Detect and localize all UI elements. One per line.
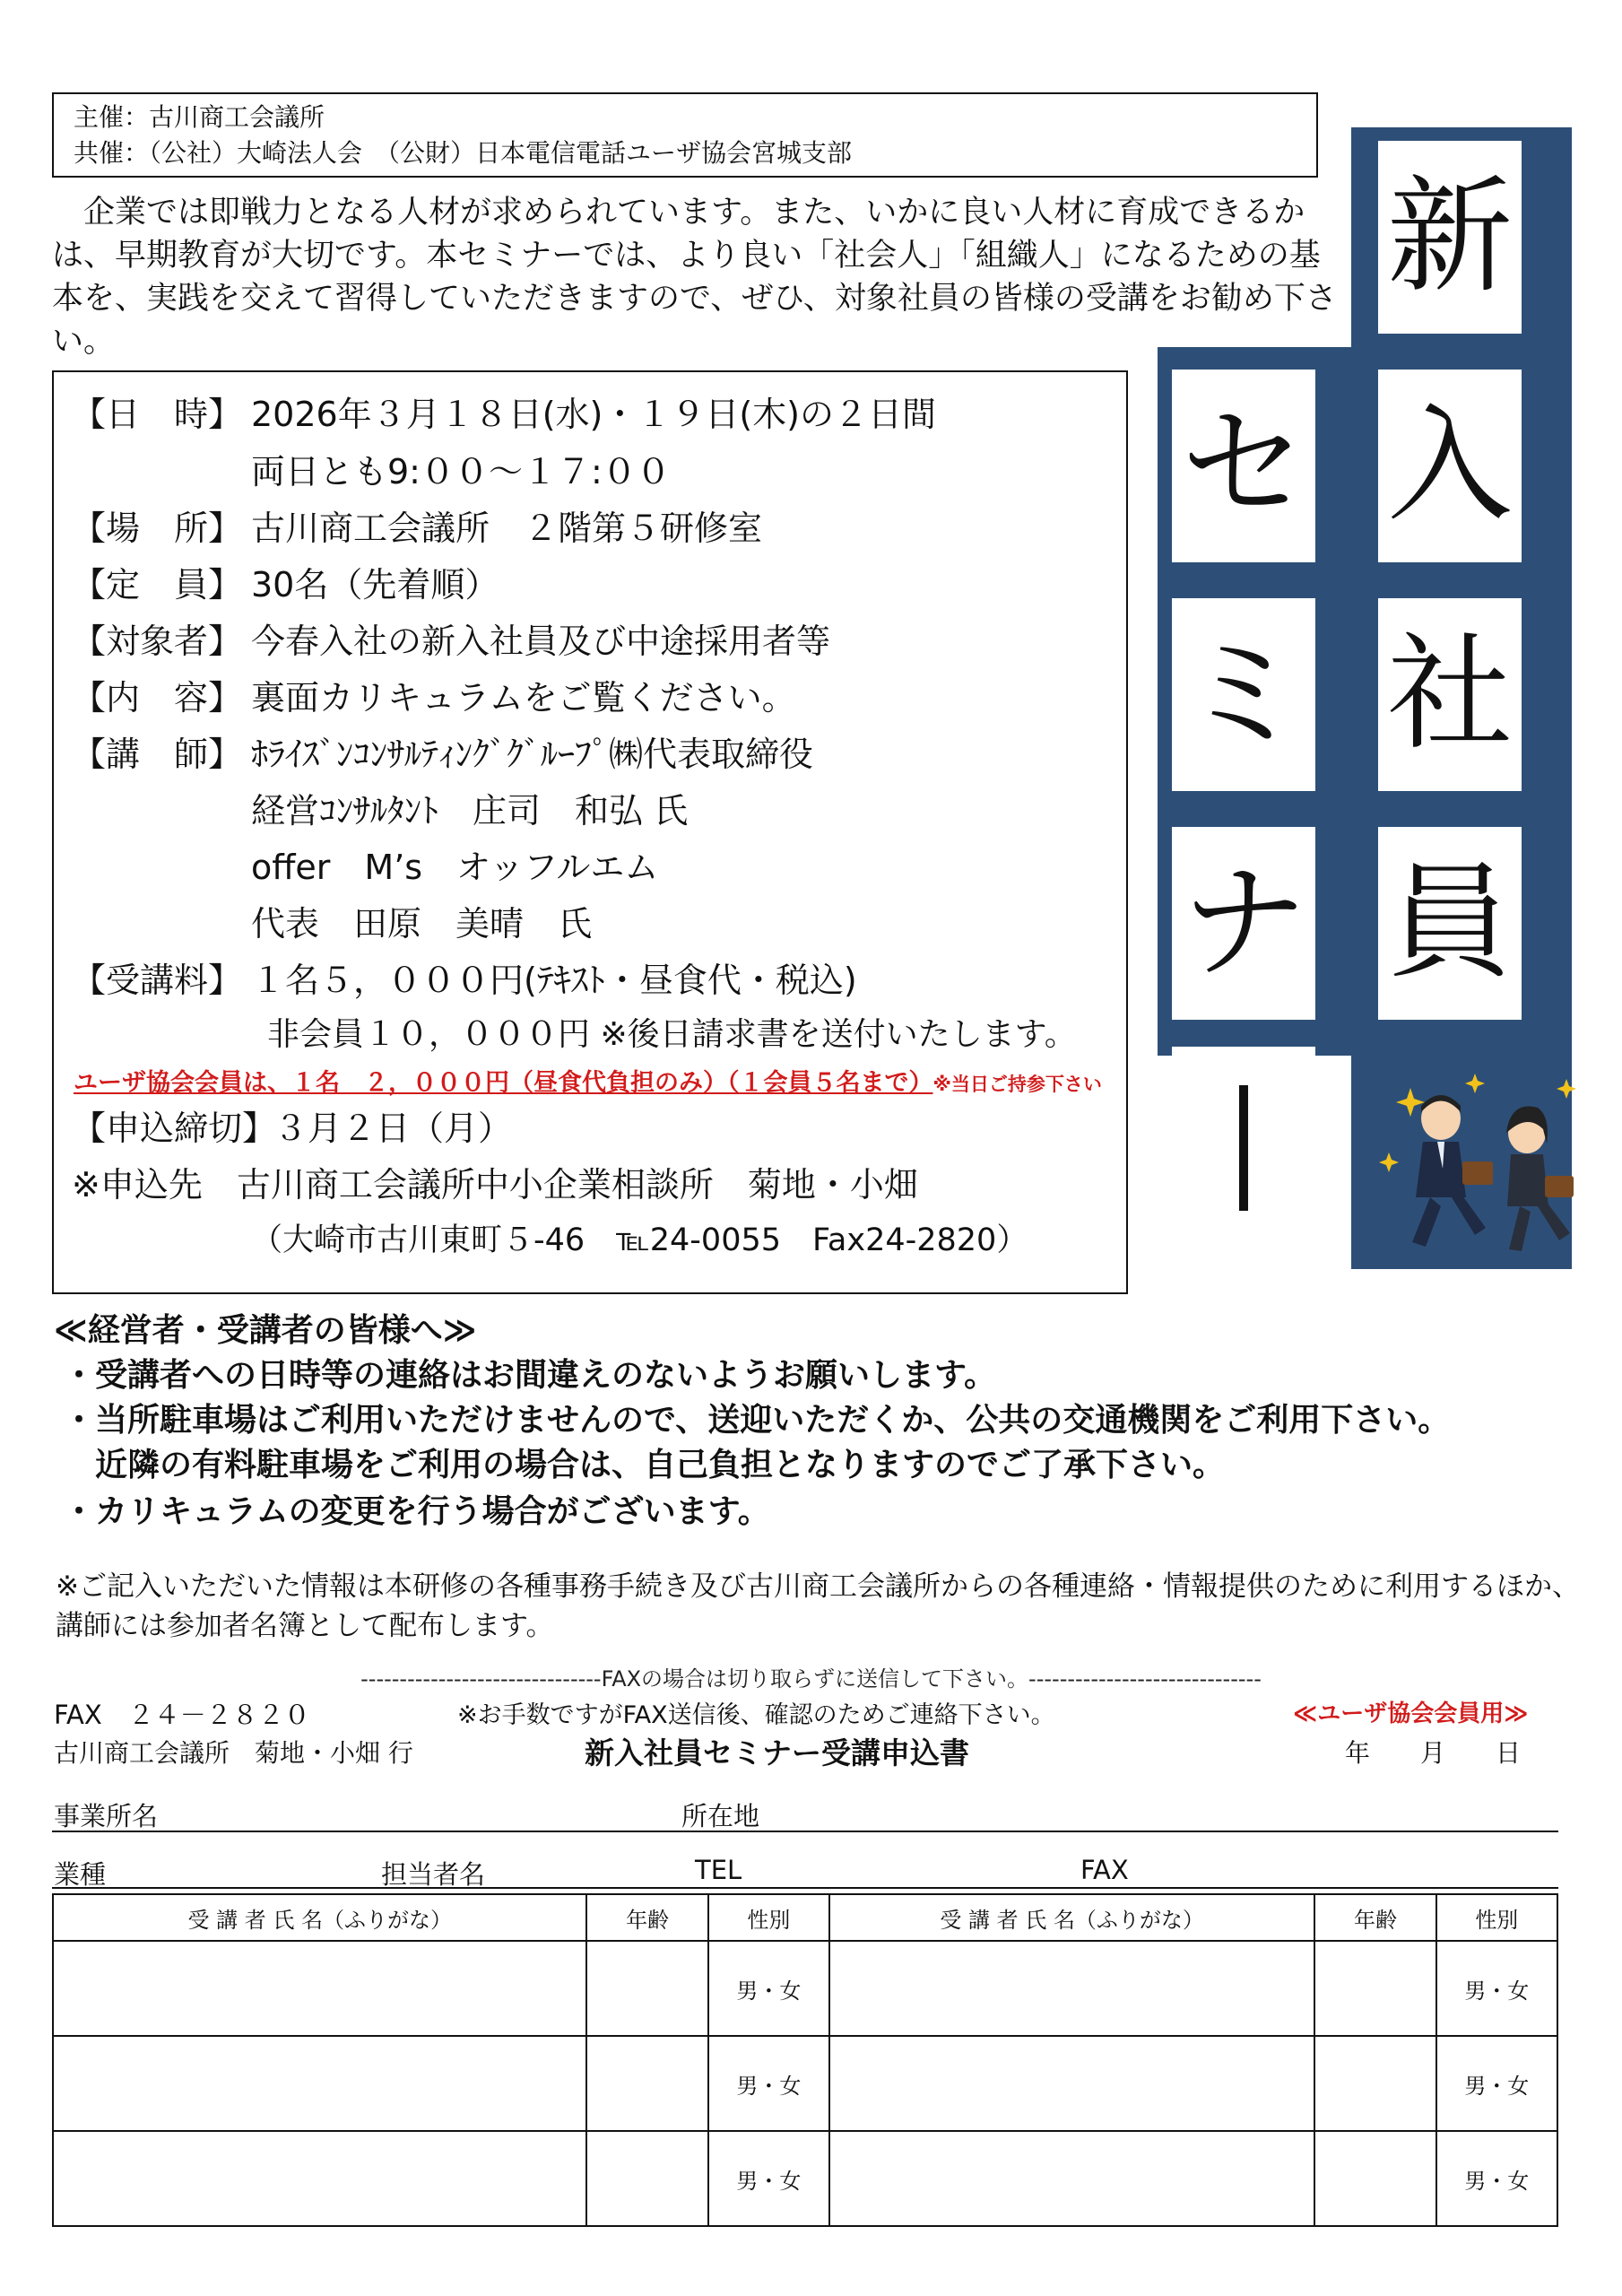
sparkle-icon xyxy=(1379,1074,1576,1172)
content-label: 【内 容】 xyxy=(72,678,243,718)
form-addressee: 古川商工会議所 菊地・小畑 行 xyxy=(54,1738,413,1768)
age-cell[interactable] xyxy=(1314,2131,1436,2226)
details-box xyxy=(52,370,1128,1294)
table-header xyxy=(53,1894,1557,1941)
lecturer-row xyxy=(72,726,813,776)
fee-value: １名５，０００円(ﾃｷｽﾄ・昼食代・税込) xyxy=(251,961,857,1000)
banner-char-na: ナ xyxy=(1172,827,1315,1020)
note-item: 近隣の有料駐車場をご利用の場合は、自己負担となりますのでご了承下さい。 xyxy=(63,1447,1226,1483)
datetime-value: 2026年３月１８日(水)・１９日(木)の２日間 xyxy=(251,395,937,434)
col-name-header: 受 講 者 氏 名（ふりがな） xyxy=(829,1894,1314,1941)
user-member-text: ユーザ協会会員は、１名 ２，０００円（昼食代負担のみ）（１会員５名まで） xyxy=(74,1069,933,1097)
banner-char-bar xyxy=(1172,1047,1315,1248)
table-row xyxy=(53,2131,1557,2226)
table-row xyxy=(53,2036,1557,2131)
fax-label: FAX xyxy=(1080,1855,1129,1885)
location-label: 所在地 xyxy=(681,1801,760,1831)
capacity-value: 30名（先着順） xyxy=(251,565,499,604)
datetime-row xyxy=(72,387,936,436)
note-item: ・カリキュラムの変更を行う場合がございます。 xyxy=(63,1493,770,1530)
form-member-tag: ≪ユーザ協会会員用≫ xyxy=(1293,1700,1529,1727)
notes-title: ≪経営者・受講者の皆様へ≫ xyxy=(54,1312,477,1349)
age-cell[interactable] xyxy=(1314,2036,1436,2131)
lecturer-label: 【講 師】 xyxy=(72,735,243,774)
col-age-header: 年齢 xyxy=(1314,1894,1436,1941)
male-employee xyxy=(1412,1095,1493,1247)
col-name-header: 受 講 者 氏 名（ふりがな） xyxy=(53,1894,586,1941)
name-cell[interactable] xyxy=(829,1941,1314,2036)
form-fax-number: FAX ２４－２８２０ xyxy=(54,1700,310,1730)
age-cell[interactable] xyxy=(1314,1941,1436,2036)
deadline-value: ３月２日（月） xyxy=(273,1109,513,1148)
address: （大崎市古川東町５-46 ℡24-0055 Fax24-2820） xyxy=(251,1222,1028,1258)
registration-table xyxy=(52,1893,1558,2227)
deadline-row xyxy=(72,1100,512,1150)
female-employee xyxy=(1506,1107,1574,1251)
form-fax-note: ※お手数ですがFAX送信後、確認のためご連絡下さい。 xyxy=(457,1701,1055,1729)
lecturer-line-3: offer M’s オッフルエム xyxy=(251,848,659,887)
col-sex-header: 性別 xyxy=(708,1894,829,1941)
office-name-label: 事業所名 xyxy=(54,1801,159,1831)
place-row xyxy=(72,500,762,550)
tel-label: TEL xyxy=(695,1855,742,1885)
lecturer-line-1: ﾎﾗｲｽﾞﾝｺﾝｻﾙﾃｨﾝｸﾞｸﾞﾙｰﾌﾟ㈱代表取締役 xyxy=(251,735,814,774)
banner-char-mi: ミ xyxy=(1172,598,1315,791)
name-cell[interactable] xyxy=(829,2131,1314,2226)
lecturer-line-4: 代表 田原 美晴 氏 xyxy=(251,904,593,944)
content-row xyxy=(72,670,796,719)
banner-char-sha: 社 xyxy=(1378,598,1522,791)
industry-underline xyxy=(52,1887,1558,1889)
note-item: ・当所駐車場はご利用いただけませんので、送迎いただくか、公共の交通機関をご利用下さい。 xyxy=(63,1402,1451,1439)
banner-char-in: 員 xyxy=(1378,827,1522,1020)
place-label: 【場 所】 xyxy=(72,509,243,548)
cohost-text: 共催：（公社）大崎法人会 （公財）日本電信電話ユーザ協会宮城支部 xyxy=(74,138,853,168)
name-cell[interactable] xyxy=(53,2131,586,2226)
banner-char-shin: 新 xyxy=(1378,141,1522,334)
age-cell[interactable] xyxy=(586,2036,707,2131)
host-text: 主催：古川商工会議所 xyxy=(74,102,325,132)
cut-line: -------------------------------FAXの場合は切り取らずに送信して下さい。------------------------------ xyxy=(360,1666,1262,1692)
lecturer-line-2: 経営ｺﾝｻﾙﾀﾝﾄ 庄司 和弘 氏 xyxy=(251,791,689,831)
banner-char-se: セ xyxy=(1172,370,1315,562)
contact-label: 担当者名 xyxy=(381,1859,486,1890)
name-cell[interactable] xyxy=(53,2036,586,2131)
time-value: 両日とも9:００〜１７:００ xyxy=(251,452,671,491)
age-cell[interactable] xyxy=(586,1941,707,2036)
content-value: 裏面カリキュラムをご覧ください。 xyxy=(251,678,796,718)
fee-row xyxy=(72,952,857,1002)
sex-cell[interactable]: 男・女 xyxy=(708,1941,829,2036)
intro-paragraph: 企業では即戦力となる人材が求められています。また、いかに良い人材に育成できるかは、早期教育が大切です。本セミナーでは、より良い「社会人」「組織人」になるための基本を、実践を交えて習得していただきますので、ぜひ、対象社員の皆様の受講をお勧め下さい。 xyxy=(52,195,1337,360)
sex-cell[interactable]: 男・女 xyxy=(1436,1941,1557,2036)
form-title: 新入社員セミナー受講申込書 xyxy=(585,1735,969,1770)
target-row xyxy=(72,613,830,663)
capacity-label: 【定 員】 xyxy=(72,565,243,604)
sex-cell[interactable]: 男・女 xyxy=(708,2036,829,2131)
privacy-notice: ※ご記入いただいた情報は本研修の各種事務手続き及び古川商工会議所からの各種連絡・情報提供のために利用するほか、講師には参加者名簿として配布します。 xyxy=(56,1570,1580,1642)
fee-nonmember: 非会員１０，０００円 ※後日請求書を送付いたします。 xyxy=(267,1016,1077,1053)
target-value: 今春入社の新入社員及び中途採用者等 xyxy=(251,622,831,661)
name-cell[interactable] xyxy=(53,1941,586,2036)
sex-cell[interactable]: 男・女 xyxy=(708,2131,829,2226)
long-vowel-mark xyxy=(1239,1085,1248,1211)
apply-to: ※申込先 古川商工会議所中小企業相談所 菊地・小畑 xyxy=(72,1165,918,1205)
sex-cell[interactable]: 男・女 xyxy=(1436,2131,1557,2226)
user-member-note xyxy=(74,1063,1102,1098)
form-date: 年 月 日 xyxy=(1345,1738,1522,1768)
col-age-header: 年齢 xyxy=(586,1894,707,1941)
age-cell[interactable] xyxy=(586,2131,707,2226)
banner-char-nyu: 入 xyxy=(1378,370,1522,562)
datetime-label: 【日 時】 xyxy=(72,395,243,434)
running-employees-illustration xyxy=(1376,1063,1592,1265)
sex-cell[interactable]: 男・女 xyxy=(1436,2036,1557,2131)
note-item: ・受講者への日時等の連絡はお間違えのないようお願いします。 xyxy=(63,1357,997,1394)
office-underline xyxy=(52,1831,1558,1832)
sponsor-box xyxy=(52,92,1318,178)
user-member-small: ※当日ご持参下さい xyxy=(932,1074,1102,1095)
table-row xyxy=(53,1941,1557,2036)
target-label: 【対象者】 xyxy=(72,622,243,661)
deadline-label: 【申込締切】 xyxy=(72,1109,277,1148)
fee-label: 【受講料】 xyxy=(72,961,243,1000)
col-sex-header: 性別 xyxy=(1436,1894,1557,1941)
capacity-row xyxy=(72,557,499,606)
industry-label: 業種 xyxy=(54,1859,107,1890)
place-value: 古川商工会議所 ２階第５研修室 xyxy=(251,509,763,548)
name-cell[interactable] xyxy=(829,2036,1314,2131)
